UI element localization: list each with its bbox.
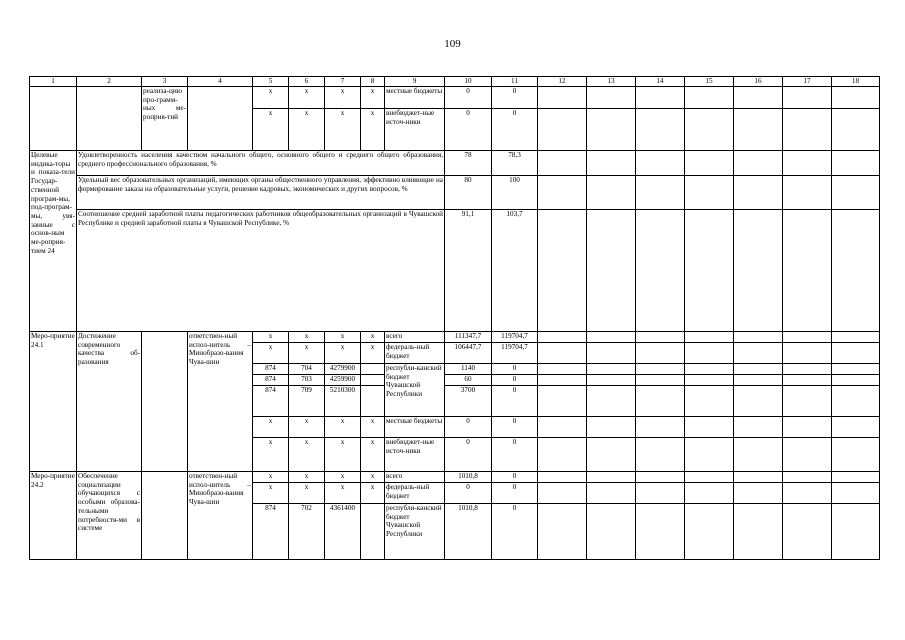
cell [783,375,832,386]
cell [188,87,253,151]
value-2019-cell: 0 [492,472,538,483]
cell-col8: x [361,109,385,151]
funding-source-cell: местные бюджеты [385,87,445,109]
funding-source-cell: республи-канский бюджет Чувашской Республики [385,364,445,417]
cell [685,343,734,364]
cont-description-cell: реализа-цию про-грамм-ных ме-роприя-тий [142,87,188,151]
header-cell: 15 [685,77,734,87]
cell [783,332,832,343]
header-cell: 7 [325,77,361,87]
cell [587,375,636,386]
cell [734,504,783,560]
value-2019-cell: 78,3 [492,151,538,176]
cell-col8 [361,386,385,417]
cell [783,176,832,210]
value-2018-cell: 111347,7 [445,332,492,343]
cell [538,332,587,343]
cell [587,417,636,438]
cell-col7: 5210300 [325,386,361,417]
cell-col5: 874 [253,386,289,417]
responsible-executor-cell: ответствен-ный испол-нитель – Минобразо-вания Чува-шии [188,472,253,560]
cell [636,417,685,438]
cell-col6: 702 [289,504,325,560]
cell [734,87,783,109]
cell [832,417,880,438]
cell [734,109,783,151]
cell [685,151,734,176]
cell [734,438,783,472]
header-cell: 4 [188,77,253,87]
value-2019-cell: 0 [492,417,538,438]
cell-col5: 874 [253,504,289,560]
indicator-row [30,210,880,332]
cell-col6: x [289,417,325,438]
measure-title-cell: Достижение современного качества об-разования [77,332,142,472]
cell-col7: x [325,332,361,343]
cell-col5: 874 [253,375,289,386]
cell [783,364,832,375]
cell-col5: x [253,332,289,343]
cell-col7: x [325,417,361,438]
cell-col6: x [289,483,325,504]
cell [587,343,636,364]
cell-col7: x [325,343,361,364]
header-cell: 6 [289,77,325,87]
header-cell: 14 [636,77,685,87]
cell [832,109,880,151]
cell [587,176,636,210]
cell-col6: x [289,438,325,472]
cell [538,504,587,560]
cell [538,472,587,483]
cell-col8: x [361,483,385,504]
measure-row [30,332,880,343]
cell [783,210,832,332]
header-cell: 5 [253,77,289,87]
indicator-text-cell: Соотношение средней заработной платы педагогических работников общеобразовательных организаций в Чувашской Республике и средней заработной платы в Чувашской Республике, % [77,210,445,332]
cell-col8: x [361,472,385,483]
cell [538,343,587,364]
header-cell: 11 [492,77,538,87]
cell-col5: x [253,438,289,472]
cell [636,438,685,472]
cell [832,483,880,504]
cell-col7: 4259900 [325,375,361,386]
cell [636,176,685,210]
cell-col8 [361,375,385,386]
value-2019-cell: 100 [492,176,538,210]
cell [783,109,832,151]
funding-source-cell: всего [385,332,445,343]
cell [538,109,587,151]
value-2019-cell: 0 [492,386,538,417]
cell [30,87,77,151]
cell [538,386,587,417]
value-2019-cell: 0 [492,483,538,504]
cell [783,417,832,438]
cell [734,386,783,417]
cell-col7: 4279900 [325,364,361,375]
cell [783,343,832,364]
cell [734,375,783,386]
cell [538,364,587,375]
cell [587,386,636,417]
cell-col8: x [361,417,385,438]
cell [587,504,636,560]
cell [636,210,685,332]
cell [142,472,188,560]
cell-col5: x [253,109,289,151]
value-2019-cell: 119704,7 [492,332,538,343]
cell [832,210,880,332]
header-cell: 9 [385,77,445,87]
cell-col8 [361,504,385,560]
value-2018-cell: 0 [445,109,492,151]
cell [685,210,734,332]
column-number-row [30,77,880,87]
value-2018-cell: 0 [445,438,492,472]
cell [685,87,734,109]
value-2018-cell: 0 [445,417,492,438]
funding-source-cell: федераль-ный бюджет [385,343,445,364]
cell-col7: x [325,109,361,151]
indicator-text-cell: Удовлетворенность населения качеством начального общего, основного общего и среднего общего образования, среднего профессионального образования, % [77,151,445,176]
cell [685,364,734,375]
cell [538,210,587,332]
cell [636,364,685,375]
value-2018-cell: 78 [445,151,492,176]
cell [734,364,783,375]
value-2019-cell: 0 [492,438,538,472]
cell [783,386,832,417]
value-2018-cell: 1010,8 [445,472,492,483]
cell [832,332,880,343]
cell [587,364,636,375]
value-2019-cell: 103,7 [492,210,538,332]
cell [832,504,880,560]
cell [636,472,685,483]
cell [538,151,587,176]
cell [636,504,685,560]
cell [77,87,142,151]
value-2018-cell: 91,1 [445,210,492,332]
cell-col7: 4361400 [325,504,361,560]
header-cell: 10 [445,77,492,87]
cell [636,483,685,504]
cell [832,386,880,417]
value-2018-cell: 3700 [445,386,492,417]
cell [734,332,783,343]
funding-source-cell: всего [385,472,445,483]
cell [587,332,636,343]
cell [538,483,587,504]
cell [685,438,734,472]
cell-col8: x [361,438,385,472]
cell-col8: x [361,343,385,364]
cell-col5: x [253,483,289,504]
value-2019-cell: 119704,7 [492,343,538,364]
cell [538,176,587,210]
cell [636,151,685,176]
cell [587,438,636,472]
indicator-text-cell: Удельный вес образовательных организаций, имеющих органы общественного управления, эффективно влияющие на формирование заказа на образовательные услуги, решение кадровых, экономических и других вопросов, % [77,176,445,210]
header-cell: 18 [832,77,880,87]
cell [636,386,685,417]
cell [783,438,832,472]
cell-col6: 704 [289,364,325,375]
funding-source-cell: федераль-ный бюджет [385,483,445,504]
cell [783,151,832,176]
header-cell: 16 [734,77,783,87]
cell-col8: x [361,87,385,109]
value-2018-cell: 0 [445,87,492,109]
cell [685,375,734,386]
value-2019-cell: 0 [492,364,538,375]
page-number: 109 [444,38,461,50]
cell [538,438,587,472]
indicator-row [30,176,880,210]
cell [832,438,880,472]
cell-col6: x [289,343,325,364]
cell [832,151,880,176]
cell [783,87,832,109]
cell [734,483,783,504]
header-cell: 3 [142,77,188,87]
cell [538,417,587,438]
cell-col7: x [325,438,361,472]
cell-col5: x [253,472,289,483]
cell [587,472,636,483]
header-cell: 8 [361,77,385,87]
funding-source-cell: местные бюджеты [385,417,445,438]
cell [587,87,636,109]
cell [783,472,832,483]
cell-col6: x [289,87,325,109]
funding-source-cell: внебюджет-ные источ-ники [385,109,445,151]
cell-col7: x [325,472,361,483]
cell-col7: x [325,483,361,504]
cell-col6: x [289,332,325,343]
value-2019-cell: 0 [492,504,538,560]
cell [587,483,636,504]
cell-col7: x [325,87,361,109]
cell-col6: 703 [289,375,325,386]
cell-col6: x [289,472,325,483]
cell [734,472,783,483]
value-2018-cell: 1140 [445,364,492,375]
cell [685,504,734,560]
cell [685,483,734,504]
cell [832,87,880,109]
cell-col8 [361,364,385,375]
header-cell: 13 [587,77,636,87]
value-2019-cell: 0 [492,87,538,109]
responsible-executor-cell: ответствен-ный испол-нитель – Минобразо-вания Чува-шии [188,332,253,472]
cell-col5: x [253,343,289,364]
cell [685,109,734,151]
cell [783,504,832,560]
budget-table [29,76,880,560]
cell [636,332,685,343]
cell [832,364,880,375]
value-2018-cell: 106447,7 [445,343,492,364]
cell [538,375,587,386]
cell [636,375,685,386]
cell [832,375,880,386]
cell [734,417,783,438]
cell [832,472,880,483]
cell [685,472,734,483]
cell [538,87,587,109]
value-2018-cell: 60 [445,375,492,386]
cell [587,109,636,151]
cell [636,109,685,151]
cell [734,343,783,364]
indicators-label-cell: Целевые индика-торы и показа-тели Государ-ственной програм-мы, под-програм-мы, увя-занные с основ-ным ме-роприя-тием 24 [30,151,77,332]
cell-col5: x [253,87,289,109]
value-2018-cell: 80 [445,176,492,210]
measure-number-cell: Меро-приятие 24.1 [30,332,77,472]
cell-col5: x [253,417,289,438]
cell [685,176,734,210]
cell-col8: x [361,332,385,343]
cell [832,343,880,364]
measure-row [30,472,880,483]
cell [142,332,188,472]
cell [685,417,734,438]
measure-number-cell: Меро-приятие 24.2 [30,472,77,560]
cell [636,343,685,364]
value-2019-cell: 0 [492,375,538,386]
cell-col5: 874 [253,364,289,375]
value-2019-cell: 0 [492,109,538,151]
cell [685,386,734,417]
header-cell: 1 [30,77,77,87]
funding-source-cell: республи-канский бюджет Чувашской Республики [385,504,445,560]
value-2018-cell: 0 [445,483,492,504]
cell [832,176,880,210]
cell [587,210,636,332]
cell [636,87,685,109]
cell-col6: 709 [289,386,325,417]
funding-source-cell: внебюджет-ные источ-ники [385,438,445,472]
cell [685,332,734,343]
cell [734,210,783,332]
measure-title-cell: Обеспечение социализации обучающихся с особыми образова-тельными потребностя-ми в системе [77,472,142,560]
cell-col6: x [289,109,325,151]
header-cell: 12 [538,77,587,87]
table-row [30,87,880,109]
cell [587,151,636,176]
cell [783,483,832,504]
value-2018-cell: 1010,8 [445,504,492,560]
header-cell: 2 [77,77,142,87]
header-cell: 17 [783,77,832,87]
indicator-row [30,151,880,176]
cell [734,176,783,210]
cell [734,151,783,176]
